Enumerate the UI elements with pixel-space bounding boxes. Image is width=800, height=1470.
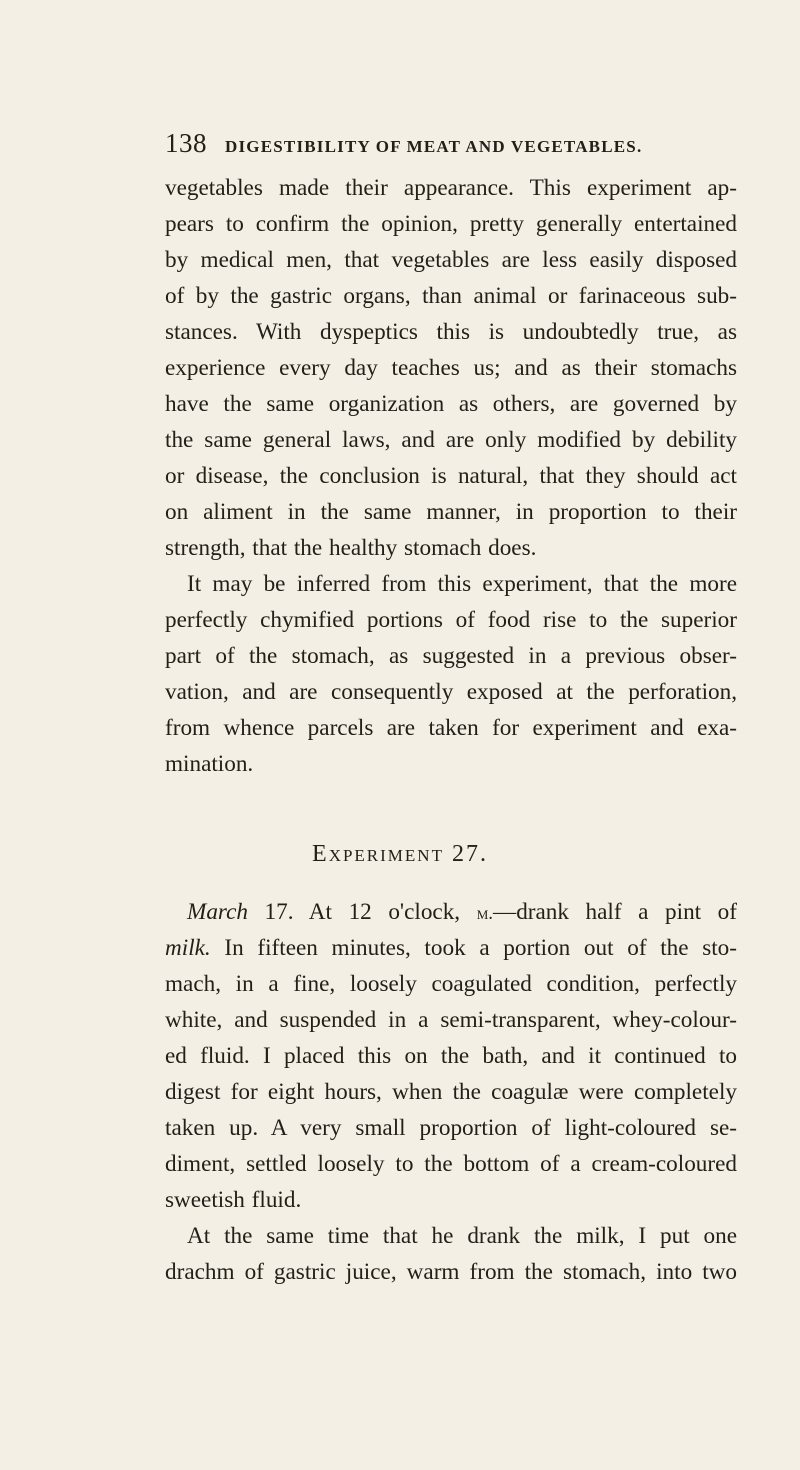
text-line: from whence parcels are taken for experiment and exa- (165, 715, 737, 741)
text-line: pears to confirm the opinion, pretty generally entertained (165, 211, 737, 237)
small-caps-meridiem: m. (476, 903, 493, 924)
text-line: by medical men, that vegetables are less easily disposed (165, 247, 737, 273)
text-line: have the same organization as others, are governed by (165, 391, 737, 417)
page-header (165, 128, 725, 168)
text-line (187, 901, 737, 924)
text-line (165, 937, 737, 960)
text-line: ed fluid. I placed this on the bath, and it continued to (165, 1043, 737, 1069)
text-line: strength, that the healthy stomach does. (165, 535, 537, 561)
text-span: —drank half a pint of (493, 899, 737, 925)
text-line: taken up. A very small proportion of light-coloured se- (165, 1115, 737, 1141)
text-line: vegetables made their appearance. This experiment ap- (165, 175, 737, 201)
text-line: At the same time that he drank the milk, I put one (187, 1223, 737, 1249)
text-line: vation, and are consequently exposed at the perforation, (165, 679, 737, 705)
text-line: perfectly chymified portions of food rise to the superior (165, 607, 737, 633)
text-line: part of the stomach, as suggested in a previous obser- (165, 643, 737, 669)
text-line: mination. (165, 751, 254, 777)
running-head: DIGESTIBILITY OF MEAT AND VEGETABLES. (225, 137, 643, 156)
text-span: In fifteen minutes, took a portion out of the sto- (210, 935, 737, 961)
text-line: mach, in a fine, loosely coagulated condition, perfectly (165, 971, 737, 997)
text-line: stances. With dyspeptics this is undoubtedly true, as (165, 319, 737, 345)
text-line: drachm of gastric juice, warm from the stomach, into two (165, 1259, 737, 1285)
text-line: experience every day teaches us; and as their stomachs (165, 355, 737, 381)
text-line: the same general laws, and are only modified by debility (165, 427, 737, 453)
italic-word: milk. (165, 935, 211, 961)
date-italic: March (187, 899, 248, 925)
text-line: on aliment in the same manner, in proportion to their (165, 499, 737, 525)
page-number: 138 (165, 128, 207, 158)
text-line: sweetish fluid. (165, 1187, 302, 1213)
text-line: diment, settled loosely to the bottom of a cream-coloured (165, 1151, 737, 1177)
text-line: digest for eight hours, when the coagulæ were completely (165, 1079, 737, 1105)
text-span: 17. At 12 o'clock, (247, 899, 477, 925)
text-line: white, and suspended in a semi-transparent, whey-colour- (165, 1007, 737, 1033)
text-line: of by the gastric organs, than animal or farinaceous sub- (165, 283, 737, 309)
text-line: or disease, the conclusion is natural, that they should act (165, 463, 737, 489)
text-line: It may be inferred from this experiment, that the more (187, 571, 737, 597)
experiment-heading: Experiment 27. (312, 841, 488, 867)
